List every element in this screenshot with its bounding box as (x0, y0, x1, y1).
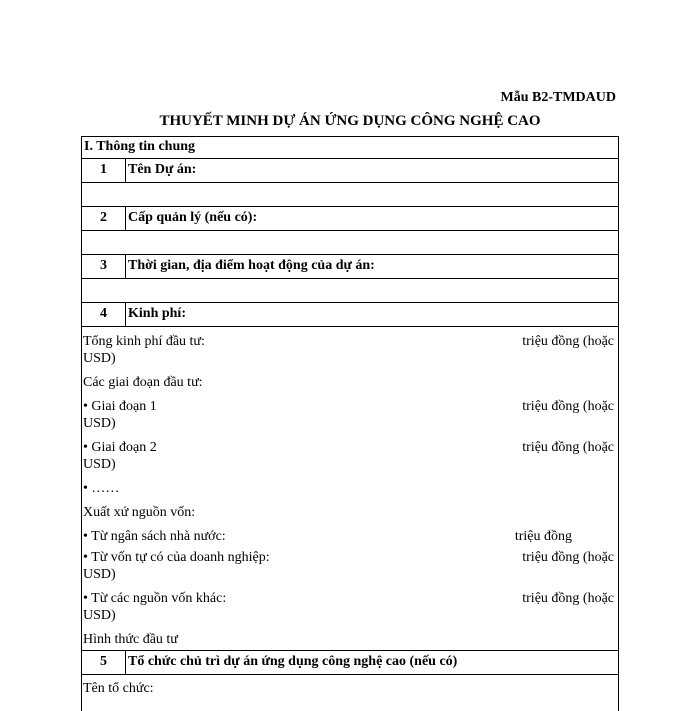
phase1-usd: USD) (83, 416, 116, 431)
total-investment-label: Tổng kinh phí đầu tư: (83, 334, 205, 349)
phase-ellipsis: • …… (83, 481, 120, 496)
item-label: Tên Dự án: (128, 162, 197, 177)
item-label: Tổ chức chủ trì dự án ứng dụng công nghệ cao (nếu có) (128, 654, 458, 669)
time-location-field[interactable] (82, 279, 618, 303)
item-label: Thời gian, địa điểm hoạt động của dự án: (128, 258, 375, 273)
state-budget-unit: triệu đồng (514, 529, 572, 544)
own-capital-label: • Từ vốn tự có của doanh nghiệp: (83, 550, 270, 565)
state-budget-line (82, 528, 618, 545)
other-sources-label: • Từ các nguồn vốn khác: (83, 591, 227, 606)
section-heading: I. Thông tin chung (82, 137, 618, 159)
own-capital-usd: USD) (83, 567, 116, 582)
investment-form-label: Hình thức đầu tư (83, 632, 178, 647)
phase1-line (82, 398, 618, 415)
item-funding (82, 303, 618, 327)
item-number: 1 (82, 159, 126, 182)
item-label: Kinh phí: (128, 306, 186, 321)
phase2-usd: USD) (83, 457, 116, 472)
phase2-label: • Giai đoạn 2 (83, 440, 157, 455)
item-project-name (82, 159, 618, 183)
total-unit: triệu đồng (hoặc (522, 334, 614, 349)
phase1-label: • Giai đoạn 1 (83, 399, 157, 414)
org-name-label: Tên tổ chức: (83, 681, 154, 696)
project-name-field[interactable] (82, 183, 618, 207)
phase2-line (82, 439, 618, 456)
own-capital-unit: triệu đồng (hoặc (522, 550, 614, 565)
item-management-level (82, 207, 618, 231)
management-level-field[interactable] (82, 231, 618, 255)
phase1-unit: triệu đồng (hoặc (522, 399, 614, 414)
item-number: 2 (82, 207, 126, 230)
item-number: 5 (82, 651, 126, 674)
total-usd: USD) (83, 351, 116, 366)
phase2-unit: triệu đồng (hoặc (522, 440, 614, 455)
item-host-organization (82, 651, 618, 675)
phases-label: Các giai đoạn đầu tư: (83, 375, 203, 390)
document-title: THUYẾT MINH DỰ ÁN ỨNG DỤNG CÔNG NGHỆ CAO (159, 113, 541, 129)
other-sources-usd: USD) (83, 608, 116, 623)
capital-source-label: Xuất xứ nguồn vốn: (83, 505, 196, 520)
own-capital-line (82, 549, 618, 566)
total-investment-line (82, 333, 618, 350)
funding-details (82, 327, 618, 651)
other-sources-unit: triệu đồng (hoặc (522, 591, 614, 606)
item-number: 4 (82, 303, 126, 326)
item-number: 3 (82, 255, 126, 278)
item-time-location (82, 255, 618, 279)
other-sources-line (82, 590, 618, 607)
item-label: Cấp quản lý (nếu có): (128, 210, 258, 225)
state-budget-label: • Từ ngân sách nhà nước: (83, 529, 226, 544)
general-info-table (81, 136, 619, 711)
form-code: Mẫu B2-TMDAUD (500, 90, 616, 105)
